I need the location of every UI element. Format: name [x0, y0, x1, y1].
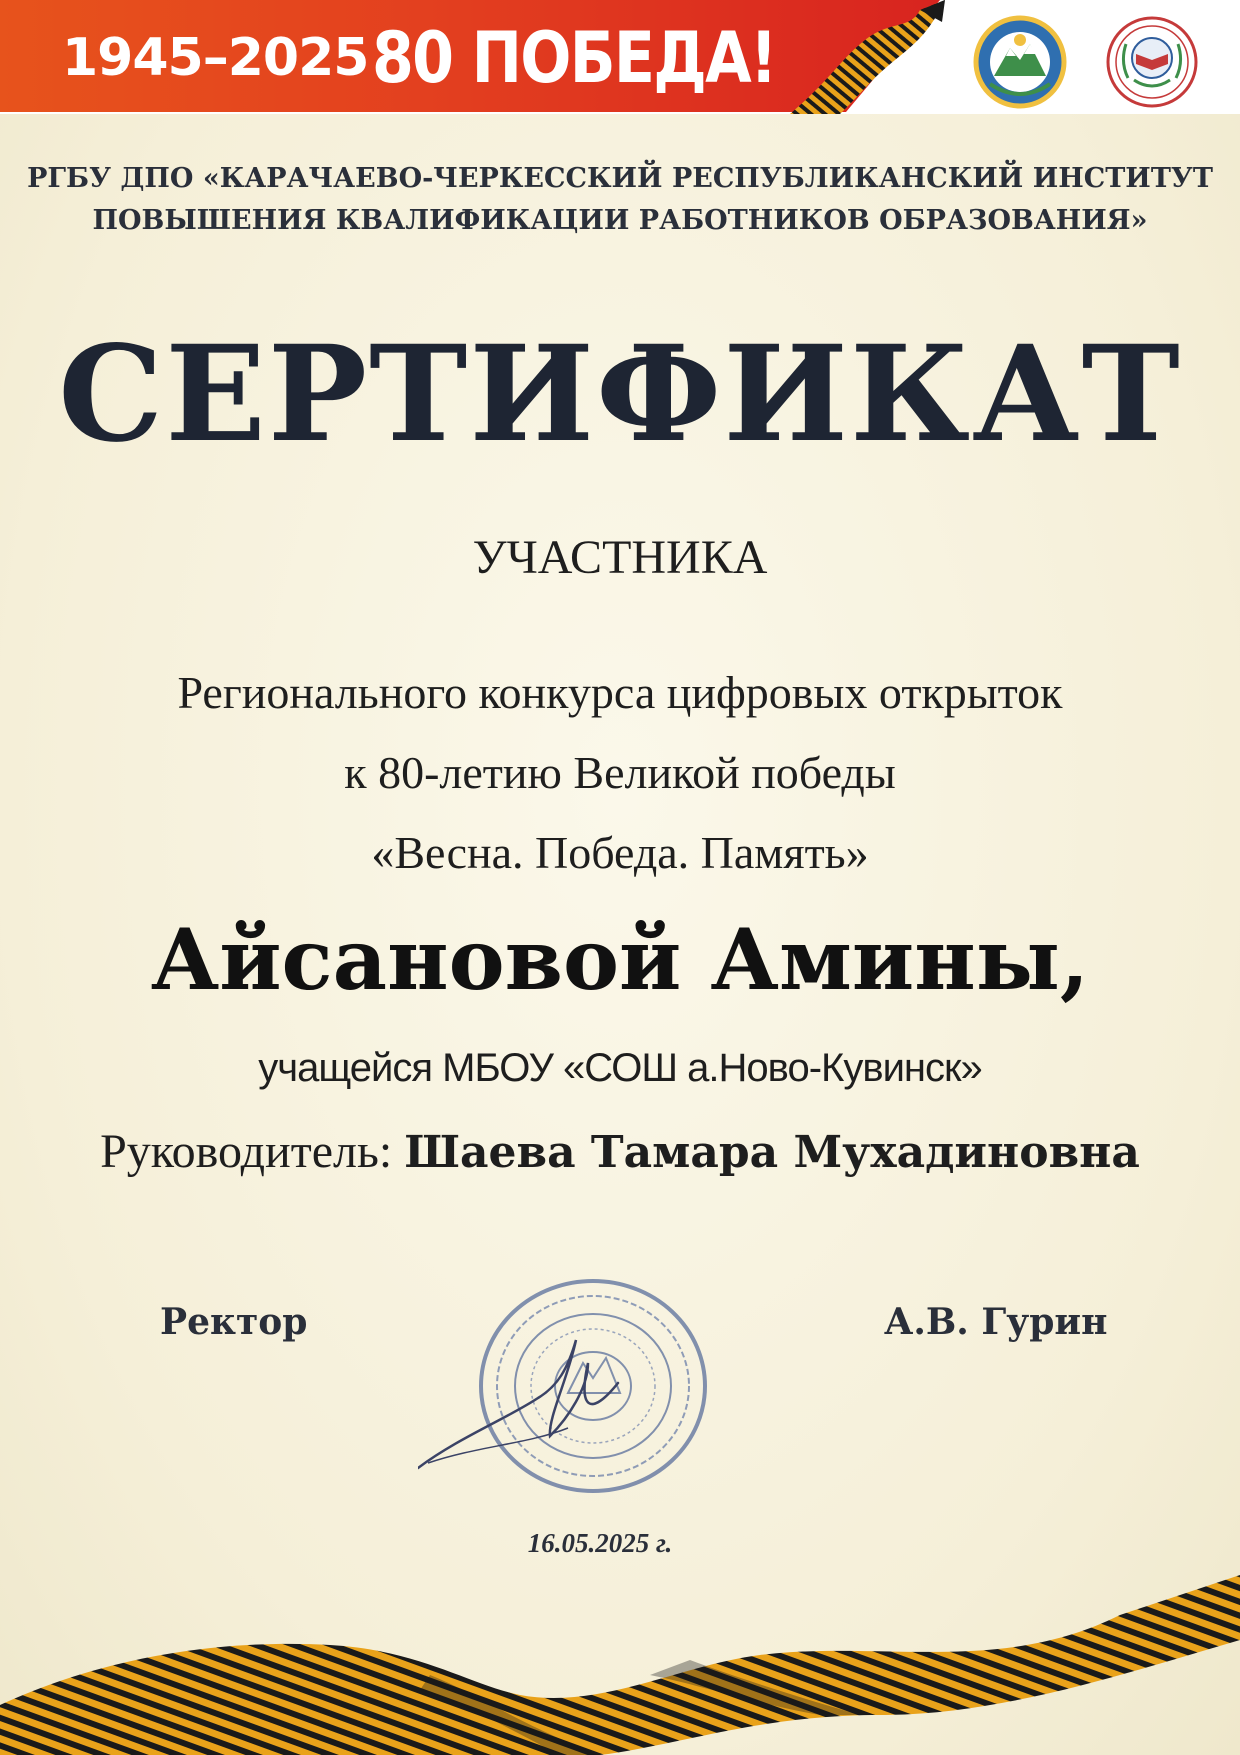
st-george-ribbon-top-icon	[770, 0, 970, 114]
issue-date: 16.05.2025 г.	[527, 1528, 673, 1558]
participant-school: учащейся МБОУ «СОШ а.Ново-Кувинск»	[258, 1046, 982, 1090]
participant-name: Айсановой Амины,	[150, 910, 1090, 1009]
banner-years: 1945–2025	[62, 28, 369, 88]
official-stamp-icon	[418, 1268, 728, 1513]
top-banner	[0, 0, 1240, 114]
st-george-ribbon-bottom-icon	[0, 1555, 1240, 1755]
institute-line-1: РГБУ ДПО «КАРАЧАЕВО-ЧЕРКЕССКИЙ РЕСПУБЛИКАНСКИЙ ИНСТИТУТ	[27, 163, 1213, 194]
contest-line-1: Регионального конкурса цифровых открыток	[177, 667, 1063, 718]
leader-label: Руководитель:	[100, 1125, 393, 1178]
institute-name	[0, 158, 1240, 242]
institute-emblem-icon	[1104, 14, 1200, 110]
republic-emblem-icon	[972, 14, 1068, 110]
signatory-name: А.В. Гурин	[884, 1301, 1108, 1343]
contest-line-3: «Весна. Победа. Память»	[371, 827, 869, 878]
institute-line-2: ПОВЫШЕНИЯ КВАЛИФИКАЦИИ РАБОТНИКОВ ОБРАЗОВАНИЯ»	[92, 205, 1148, 236]
contest-line-2: к 80-летию Великой победы	[344, 747, 896, 798]
certificate-title: СЕРТИФИКАТ	[58, 317, 1182, 472]
banner-slogan: 80 ПОБЕДА!	[372, 17, 776, 99]
contest-description	[0, 653, 1240, 893]
leader-name: Шаева Тамара Мухадиновна	[404, 1127, 1140, 1178]
signatory-position: Ректор	[160, 1301, 308, 1343]
leader-line	[0, 1122, 1240, 1183]
certificate-subtitle: УЧАСТНИКА	[472, 531, 768, 584]
